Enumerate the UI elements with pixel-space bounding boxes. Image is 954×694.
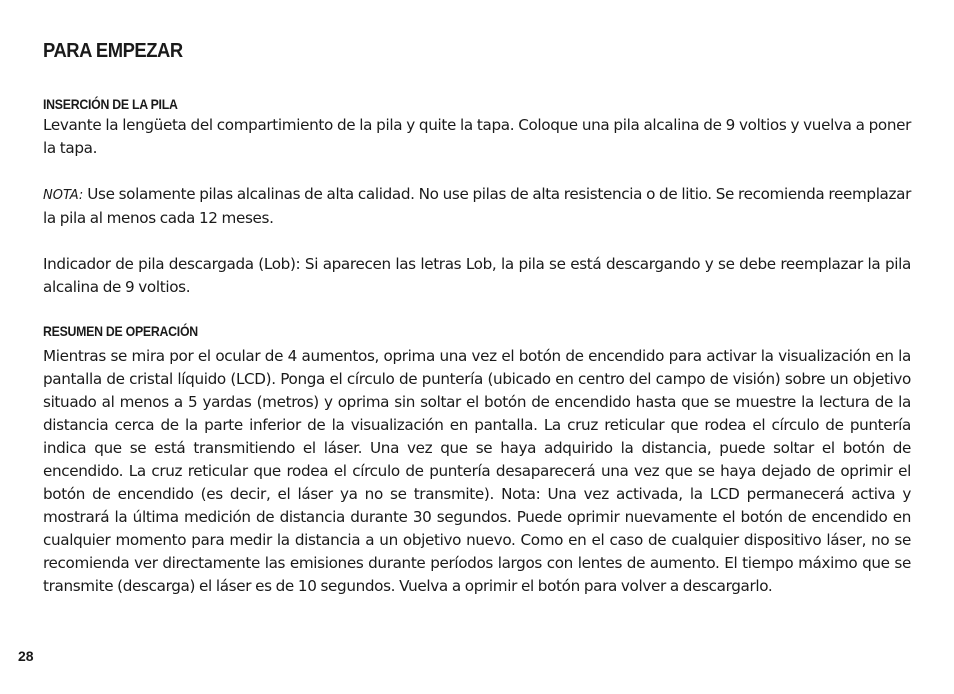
page-number: 28: [18, 648, 34, 664]
low-battery-paragraph: Indicador de pila descargada (Lob): Si aparecen las letras Lob, la pila se está descargando y se debe reemplazar la pila alcalina de 9 voltios.: [43, 255, 911, 296]
battery-insertion-paragraph: Levante la lengüeta del compartimiento de la pila y quite la tapa. Coloque una pila alcalina de 9 voltios y vuelva a poner la tapa.: [43, 116, 911, 157]
note-text: Use solamente pilas alcalinas de alta calidad. No use pilas de alta resistencia o de litio. Se recomienda reemplazar la pila al menos cada 12 meses.: [43, 185, 911, 227]
note-label: NOTA:: [43, 188, 84, 203]
note-paragraph: [43, 183, 911, 230]
section-heading-operation-summary: RESUMEN DE OPERACIÓN: [43, 323, 198, 339]
page-title: PARA EMPEZAR: [43, 40, 183, 62]
operation-summary-paragraph: Mientras se mira por el ocular de 4 aumentos, oprima una vez el botón de encendido para activar la visualización en la pantalla de cristal líquido (LCD). Ponga el círculo de puntería (ubicado en centro del campo de visión) sobre un objetivo situado al menos a 5 yardas (metros) y oprima sin soltar el botón de encendido hasta que se muestre la lectura de la distancia cerca de la parte inferior de la visualización en pantalla. La cruz reticular que rodea el círculo de puntería indica que se está transmitiendo el láser. Una vez que se haya adquirido la distancia, puede soltar el botón de encendido. La cruz reticular que rodea el círculo de puntería desaparecerá una vez que se haya dejado de oprimir el botón de encendido (es decir, el láser ya no se transmite). Nota: Una vez activada, la LCD permanecerá activa y mostrará la última medición de distancia durante 30 segundos. Puede oprimir nuevamente el botón de encendido en cualquier momento para medir la distancia a un objetivo nuevo. Como en el caso de cualquier dispositivo láser, no se recomienda ver directamente las emisiones durante períodos largos con lentes de aumento. El tiempo máximo que se transmite (descarga) el láser es de 10 segundos. Vuelva a oprimir el botón para volver a descargarlo.: [43, 347, 911, 595]
section-heading-battery-insertion: INSERCIÓN DE LA PILA: [43, 96, 178, 112]
